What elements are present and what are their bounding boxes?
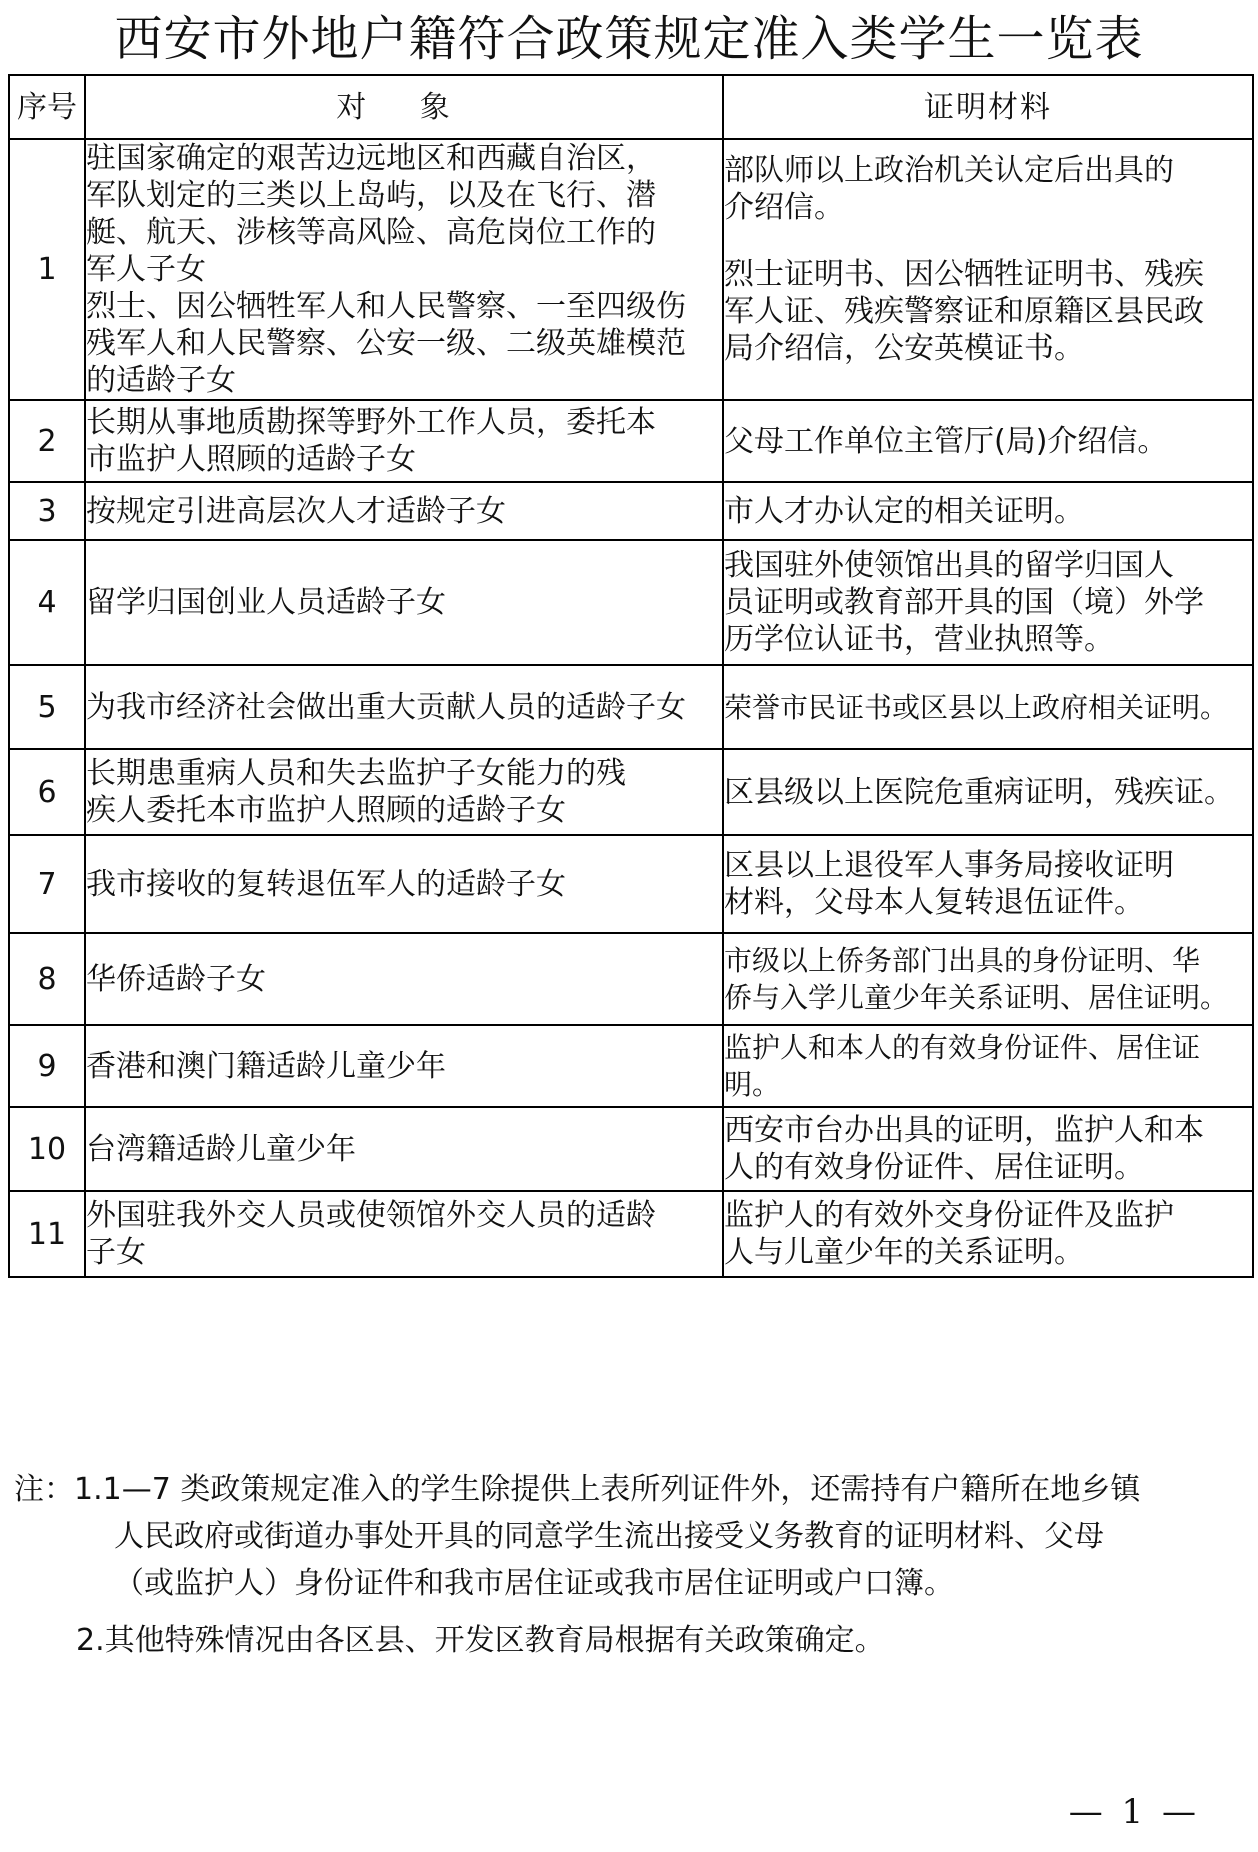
documents-line: 人的有效身份证件、居住证明。 (724, 1150, 1144, 1185)
object-line: 外国驻我外交人员或使领馆外交人员的适龄 (86, 1198, 656, 1233)
object-line: 军人子女 (86, 252, 206, 287)
row-documents (723, 933, 1253, 1025)
header-object: 对 象 (85, 75, 723, 139)
documents-line: 部队师以上政治机关认定后出具的 (724, 153, 1174, 188)
documents-line: 市人才办认定的相关证明。 (724, 493, 1084, 529)
note-1-first-line: 注：1.1—7 类政策规定准入的学生除提供上表所列证件外，还需持有户籍所在地乡镇 (14, 1472, 1141, 1507)
documents-line: 材料，父母本人复转退伍证件。 (724, 885, 1144, 920)
object-line: 疾人委托本市监护人照顾的适龄子女 (86, 793, 566, 828)
row-num: 1 (9, 139, 85, 400)
row-documents (723, 1025, 1253, 1107)
table-row (9, 835, 1253, 933)
row-num: 10 (9, 1107, 85, 1191)
row-num: 9 (9, 1025, 85, 1107)
note-1-line: （或监护人）身份证件和我市居住证或我市居住证明或户口簿。 (114, 1566, 954, 1601)
row-object (85, 1107, 723, 1191)
row-documents (723, 1191, 1253, 1277)
documents-line: 我国驻外使领馆出具的留学归国人 (724, 548, 1174, 583)
notes (14, 1466, 1250, 1664)
object-line: 艇、航天、涉核等高风险、高危岗位工作的 (86, 215, 656, 250)
table-row (9, 1107, 1253, 1191)
documents-line: 侨与入学儿童少年关系证明、居住证明。 (724, 981, 1229, 1014)
row-num: 5 (9, 665, 85, 749)
row-num: 3 (9, 482, 85, 540)
object-line: 残军人和人民警察、公安一级、二级英雄模范 (86, 326, 686, 361)
object-line: 长期患重病人员和失去监护子女能力的残 (86, 756, 626, 791)
row-documents (723, 665, 1253, 749)
documents-line: 区县级以上医院危重病证明，残疾证。 (724, 774, 1234, 810)
row-object (85, 665, 723, 749)
row-object (85, 835, 723, 933)
row-documents (723, 1107, 1253, 1191)
row-object (85, 749, 723, 835)
row-object (85, 482, 723, 540)
row-num: 11 (9, 1191, 85, 1277)
object-line: 我市接收的复转退伍军人的适龄子女 (86, 866, 566, 902)
documents-line: 区县以上退役军人事务局接收证明 (724, 848, 1174, 883)
object-line: 留学归国创业人员适龄子女 (86, 585, 446, 620)
documents-line: 历学位认证书，营业执照等。 (724, 622, 1114, 657)
table-row (9, 749, 1253, 835)
documents-line: 监护人和本人的有效身份证件、居住证明。 (724, 1031, 1201, 1101)
documents-line: 局介绍信，公安英模证书。 (724, 331, 1084, 366)
object-line: 的适龄子女 (86, 363, 236, 398)
object-line: 市监护人照顾的适龄子女 (86, 442, 416, 477)
row-num: 4 (9, 540, 85, 665)
object-line: 香港和澳门籍适龄儿童少年 (86, 1048, 446, 1084)
object-line: 长期从事地质勘探等野外工作人员，委托本 (86, 405, 656, 440)
table-header-row (9, 75, 1253, 139)
object-line: 按规定引进高层次人才适龄子女 (86, 493, 506, 529)
documents-line: 父母工作单位主管厅(局)介绍信。 (724, 423, 1168, 459)
documents-line: 介绍信。 (724, 190, 844, 225)
documents-line: 人与儿童少年的关系证明。 (724, 1235, 1084, 1270)
table-row (9, 1025, 1253, 1107)
object-line: 台湾籍适龄儿童少年 (86, 1131, 356, 1167)
documents-line: 荣誉市民证书或区县以上政府相关证明。 (724, 690, 1229, 724)
header-documents: 证明材料 (723, 75, 1253, 139)
table-row (9, 540, 1253, 665)
documents-line: 员证明或教育部开具的国（境）外学 (724, 585, 1204, 620)
documents-line: 烈士证明书、因公牺牲证明书、残疾 (724, 257, 1204, 292)
row-object (85, 1191, 723, 1277)
row-documents (723, 835, 1253, 933)
documents-line: 监护人的有效外交身份证件及监护 (724, 1198, 1174, 1233)
row-num: 8 (9, 933, 85, 1025)
row-object (85, 1025, 723, 1107)
table-row (9, 400, 1253, 482)
documents-gap (724, 226, 1252, 256)
row-object (85, 933, 723, 1025)
row-documents (723, 400, 1253, 482)
documents-line: 军人证、残疾警察证和原籍区县民政 (724, 294, 1204, 329)
object-line: 烈士、因公牺牲军人和人民警察、一至四级伤 (86, 289, 686, 324)
policy-table (8, 74, 1254, 1278)
documents-line: 西安市台办出具的证明，监护人和本 (724, 1113, 1204, 1148)
row-documents (723, 540, 1253, 665)
table-row (9, 139, 1253, 400)
documents-line: 市级以上侨务部门出具的身份证明、华 (724, 944, 1201, 977)
note-2: 2.其他特殊情况由各区县、开发区教育局根据有关政策确定。 (76, 1623, 885, 1658)
object-line: 华侨适龄子女 (86, 961, 266, 997)
table-row (9, 665, 1253, 749)
table-row (9, 1191, 1253, 1277)
row-object (85, 400, 723, 482)
row-num: 2 (9, 400, 85, 482)
note-1-line: 人民政府或街道办事处开具的同意学生流出接受义务教育的证明材料、父母 (114, 1519, 1104, 1554)
page-number: — 1 — (1068, 1792, 1200, 1832)
row-documents (723, 482, 1253, 540)
row-documents (723, 749, 1253, 835)
header-num: 序号 (9, 75, 85, 139)
table-row (9, 933, 1253, 1025)
row-documents (723, 139, 1253, 400)
row-object (85, 139, 723, 400)
table-row (9, 482, 1253, 540)
object-line: 驻国家确定的艰苦边远地区和西藏自治区， (86, 141, 656, 176)
object-line: 为我市经济社会做出重大贡献人员的适龄子女 (86, 689, 686, 725)
object-line: 子女 (86, 1235, 146, 1270)
object-line: 军队划定的三类以上岛屿，以及在飞行、潜 (86, 178, 656, 213)
row-num: 7 (9, 835, 85, 933)
row-object (85, 540, 723, 665)
page-title: 西安市外地户籍符合政策规定准入类学生一览表 (114, 11, 1144, 67)
row-num: 6 (9, 749, 85, 835)
